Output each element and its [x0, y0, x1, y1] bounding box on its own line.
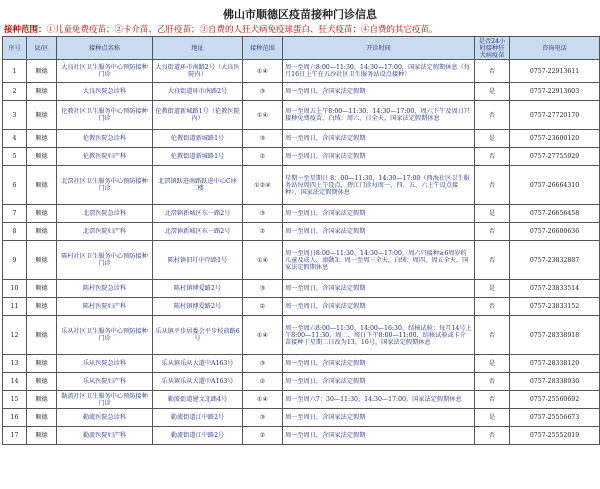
row-scope: ③: [243, 130, 283, 148]
row-hours: 周一至周日，含国家法定假期: [283, 205, 475, 223]
row-clinic-name: 伦教医院急诊科: [57, 130, 153, 148]
row-clinic-name: 勒流社区卫生服务中心预防接种门诊: [57, 391, 153, 409]
row-phone: 0757-26656458: [510, 205, 600, 223]
row-hours: 周一至周六7：30—11:30、14:30—17:00，国家法定假期休息: [283, 391, 475, 409]
header-name: 接种点名称: [57, 37, 153, 60]
row-clinic-name: 陈村社区卫生服务中心预防接种门诊: [57, 241, 153, 280]
table-row: [3, 409, 600, 427]
row-scope: ②: [243, 298, 283, 316]
row-number: 1: [3, 60, 27, 83]
scope-text: ①儿童免费疫苗；②卡介苗、乙肝疫苗；③自费的人狂犬病免疫球蛋白、狂犬疫苗；④自费的其它疫苗。: [46, 25, 438, 35]
header-24h: 是否24小时接种狂犬病疫苗: [475, 37, 510, 60]
row-county: 顺德: [27, 355, 57, 373]
header-scope: 接种范围: [243, 37, 283, 60]
row-24h: 是: [475, 280, 510, 298]
row-number: 5: [3, 148, 27, 166]
table-row: [3, 298, 600, 316]
row-county: 顺德: [27, 130, 57, 148]
row-number: 17: [3, 427, 27, 445]
row-county: 顺德: [27, 148, 57, 166]
row-phone: 0757-27755929: [510, 148, 600, 166]
row-hours: 周一至周日，含国家法定假期: [283, 298, 475, 316]
row-hours: 周一至周日，含国家法定假期: [283, 83, 475, 101]
row-hours: 星期一至星期日 8：00—11:30、14:30—17:00（西海社区卫生服务站每周四上午设点，碧江门诊每周一、四、五、六上午设点接种），国家法定假期休息: [283, 166, 475, 205]
row-phone: 0757-23833514: [510, 280, 600, 298]
row-24h: 是: [475, 130, 510, 148]
row-24h: 否: [475, 101, 510, 130]
row-24h: 否: [475, 241, 510, 280]
row-county: 顺德: [27, 316, 57, 355]
scope-label: 接种范围：: [4, 25, 47, 35]
row-address: 北滘镇跃进南路跃进中心C座二楼: [153, 166, 243, 205]
row-24h: 是: [475, 83, 510, 101]
table-row: [3, 166, 600, 205]
row-county: 顺德: [27, 60, 57, 83]
table-row: [3, 60, 600, 83]
row-scope: ②: [243, 373, 283, 391]
row-number: 2: [3, 83, 27, 101]
table-row: [3, 355, 600, 373]
row-scope: ②: [243, 148, 283, 166]
row-clinic-name: 乐从社区卫生服务中心预防接种门诊: [57, 316, 153, 355]
row-clinic-name: 北滘医院急诊科: [57, 205, 153, 223]
vaccination-scope-note: [0, 24, 600, 36]
row-phone: 0757-22913603: [510, 83, 600, 101]
row-hours: 周一至周日，含国家法定假期: [283, 409, 475, 427]
row-clinic-name: 北滘社区卫生服务中心预防接种门诊: [57, 166, 153, 205]
row-scope: ①④: [243, 60, 283, 83]
row-phone: 0757-28338918: [510, 316, 600, 355]
row-county: 顺德: [27, 166, 57, 205]
row-hours: 周一至周日，含国家法定假期: [283, 355, 475, 373]
row-scope: ①④: [243, 316, 283, 355]
row-address: 陈村镇博爱路2号: [153, 280, 243, 298]
table-row: [3, 391, 600, 409]
row-clinic-name: 陈村医院妇产科: [57, 298, 153, 316]
page-title: 佛山市顺德区疫苗接种门诊信息: [223, 8, 377, 21]
row-number: 16: [3, 409, 27, 427]
row-county: 顺德: [27, 101, 57, 130]
row-scope: ③: [243, 355, 283, 373]
row-address: 陈村镇旧圩中岸路1号: [153, 241, 243, 280]
row-address: 勒流街道江中路2号: [153, 409, 243, 427]
row-number: 12: [3, 316, 27, 355]
row-scope: ③: [243, 83, 283, 101]
row-24h: 是: [475, 205, 510, 223]
row-county: 顺德: [27, 373, 57, 391]
row-clinic-name: 勒流医院妇产科: [57, 427, 153, 445]
row-scope: ③: [243, 409, 283, 427]
row-county: 顺德: [27, 298, 57, 316]
row-number: 9: [3, 241, 27, 280]
row-hours: 周一至周日8:00—11:30、14:30—17:00，周六只接种≥6周岁的儿童及成人，滚動3：周一至周三全天，白绒：周四、周五全天，国家法定假期休息: [283, 241, 475, 280]
row-address: 大良街道环市南路2号（大良医院内）: [153, 60, 243, 83]
row-scope: ②: [243, 427, 283, 445]
row-24h: 否: [475, 298, 510, 316]
row-24h: 否: [475, 316, 510, 355]
row-phone: 0757-23833152: [510, 298, 600, 316]
row-address: 北滘镇新城区东一路2号: [153, 223, 243, 241]
row-county: 顺德: [27, 391, 57, 409]
row-address: 勒流街道建文北路4号: [153, 391, 243, 409]
row-24h: 是: [475, 409, 510, 427]
row-scope: ③: [243, 205, 283, 223]
row-number: 11: [3, 298, 27, 316]
row-phone: 0757-28338930: [510, 373, 600, 391]
header-address: 地址: [153, 37, 243, 60]
row-24h: 否: [475, 391, 510, 409]
row-hours: 周一至周日，含国家法定假期: [283, 373, 475, 391]
row-number: 3: [3, 101, 27, 130]
row-clinic-name: 勒流医院急诊科: [57, 409, 153, 427]
row-address: 乐从镇平步居委会平步校前路6号: [153, 316, 243, 355]
row-clinic-name: 大良医院急诊科: [57, 83, 153, 101]
header-hours: 开诊时间: [283, 37, 475, 60]
row-24h: 否: [475, 166, 510, 205]
table-row: [3, 316, 600, 355]
table-row: [3, 373, 600, 391]
row-hours: 周一至周日，含国家法定假期: [283, 148, 475, 166]
row-clinic-name: 大良社区卫生服务中心预防接种门诊: [57, 60, 153, 83]
row-scope: ②: [243, 223, 283, 241]
row-number: 8: [3, 223, 27, 241]
row-number: 15: [3, 391, 27, 409]
row-number: 10: [3, 280, 27, 298]
table-row: [3, 83, 600, 101]
row-address: 伦教街道新城路1号: [153, 130, 243, 148]
row-phone: 0757-25556673: [510, 409, 600, 427]
row-scope: ①④: [243, 241, 283, 280]
header-county: 县/区: [27, 37, 57, 60]
row-clinic-name: 乐从医院妇产科: [57, 373, 153, 391]
row-address: 伦教街道新城路1号（伦教医院内）: [153, 101, 243, 130]
row-county: 顺德: [27, 205, 57, 223]
row-address: 北滘镇新城区东一路2号: [153, 205, 243, 223]
row-scope: ①②④: [243, 166, 283, 205]
row-hours: 周一至周五上午8:00—11:30、14:30—17:00，周六下午及周日只接种免费疫苗，白绒：周六、日全天，国家法定假期休息: [283, 101, 475, 130]
table-body: [3, 60, 600, 445]
row-county: 顺德: [27, 223, 57, 241]
row-county: 顺德: [27, 280, 57, 298]
table-row: [3, 427, 600, 445]
row-phone: 0757-26600636: [510, 223, 600, 241]
row-clinic-name: 乐从医院急诊科: [57, 355, 153, 373]
clinic-table: [2, 36, 600, 445]
table-row: [3, 101, 600, 130]
row-hours: 周一至周六8:00—11:30、14:30—17:00，国家法定假期休息（每月16日上午在五沙社区卫生服务站设点接种）: [283, 60, 475, 83]
row-hours: 周一至周日，含国家法定假期: [283, 130, 475, 148]
row-phone: 0757-25560692: [510, 391, 600, 409]
row-24h: 否: [475, 60, 510, 83]
row-phone: 0757-28338120: [510, 355, 600, 373]
table-row: [3, 241, 600, 280]
row-hours: 周一至周日，含国家法定假期: [283, 223, 475, 241]
row-phone: 0757-23600120: [510, 130, 600, 148]
row-phone: 0757-23832887: [510, 241, 600, 280]
table-row: [3, 148, 600, 166]
header-no: 序号: [3, 37, 27, 60]
row-hours: 周一至周六8:00—11:30、14:00—16:30，结核试验：每月14号上午8:00—11:30，周二、周日下午8:00—11:00，结核试验或卡介苗接种于星期二日改为13、16号，国家法定假期休息: [283, 316, 475, 355]
row-number: 14: [3, 373, 27, 391]
row-phone: 0757-22913611: [510, 60, 600, 83]
row-address: 勒流街道江中路2号: [153, 427, 243, 445]
row-clinic-name: 北滘医院妇产科: [57, 223, 153, 241]
row-county: 顺德: [27, 241, 57, 280]
table-row: [3, 223, 600, 241]
row-24h: 否: [475, 373, 510, 391]
row-address: 陈村镇博爱路2号: [153, 298, 243, 316]
row-number: 13: [3, 355, 27, 373]
header-phone: 咨询电话: [510, 37, 600, 60]
row-address: 伦教街道新城路1号: [153, 148, 243, 166]
row-number: 6: [3, 166, 27, 205]
row-address: 乐从镇乐从大道中A163号: [153, 355, 243, 373]
row-phone: 0757-25552019: [510, 427, 600, 445]
row-24h: 否: [475, 148, 510, 166]
row-scope: ①④: [243, 101, 283, 130]
table-row: [3, 205, 600, 223]
row-24h: 否: [475, 427, 510, 445]
row-address: 大良街道环市南路2号: [153, 83, 243, 101]
row-county: 顺德: [27, 83, 57, 101]
row-phone: 0757-27720170: [510, 101, 600, 130]
row-24h: 是: [475, 355, 510, 373]
row-number: 7: [3, 205, 27, 223]
row-clinic-name: 伦教社区卫生服务中心预防接种门诊: [57, 101, 153, 130]
row-county: 顺德: [27, 409, 57, 427]
table-header-row: [3, 37, 600, 60]
row-scope: ③: [243, 280, 283, 298]
table-row: [3, 130, 600, 148]
row-county: 顺德: [27, 427, 57, 445]
row-number: 4: [3, 130, 27, 148]
row-hours: 周一至周日，含国家法定假期: [283, 427, 475, 445]
row-scope: ①④: [243, 391, 283, 409]
row-clinic-name: 陈村医院急诊科: [57, 280, 153, 298]
row-clinic-name: 伦教医院妇产科: [57, 148, 153, 166]
row-address: 乐从镇乐从大道中A163号: [153, 373, 243, 391]
table-row: [3, 280, 600, 298]
row-24h: 否: [475, 223, 510, 241]
row-phone: 0757-26664310: [510, 166, 600, 205]
row-hours: 周一至周日，含国家法定假期: [283, 280, 475, 298]
